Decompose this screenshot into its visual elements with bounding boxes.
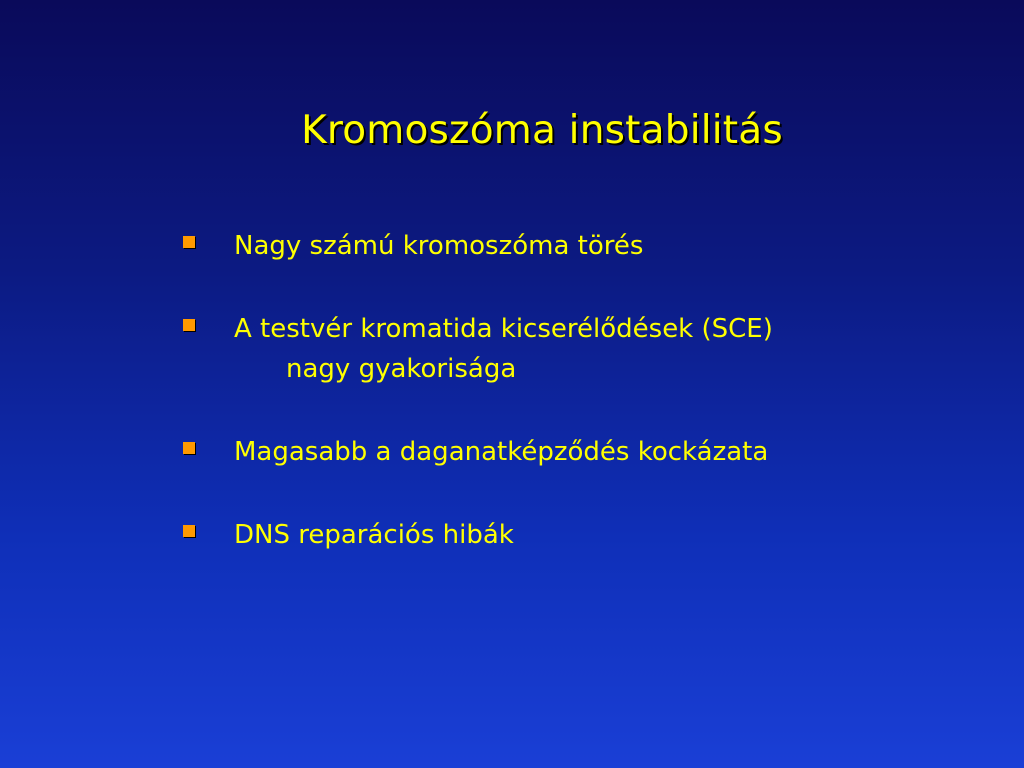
bullet-text: Magasabb a daganatképződés kockázata: [234, 437, 769, 467]
bullet-text-continuation: nagy gyakorisága: [286, 354, 517, 384]
bullet-text: A testvér kromatida kicserélődések (SCE): [234, 314, 773, 344]
square-bullet-icon: [183, 442, 195, 454]
square-bullet-icon: [183, 236, 195, 248]
slide-title: Kromoszóma instabilitás: [301, 108, 783, 153]
square-bullet-icon: [183, 319, 195, 331]
bullet-item: [183, 432, 983, 472]
bullet-item: [183, 515, 983, 555]
bullet-item: [183, 226, 983, 266]
bullet-list: [183, 226, 983, 598]
bullet-text: DNS reparációs hibák: [234, 520, 514, 550]
bullet-item: [183, 309, 983, 389]
bullet-text: Nagy számú kromoszóma törés: [234, 231, 644, 261]
square-bullet-icon: [183, 525, 195, 537]
